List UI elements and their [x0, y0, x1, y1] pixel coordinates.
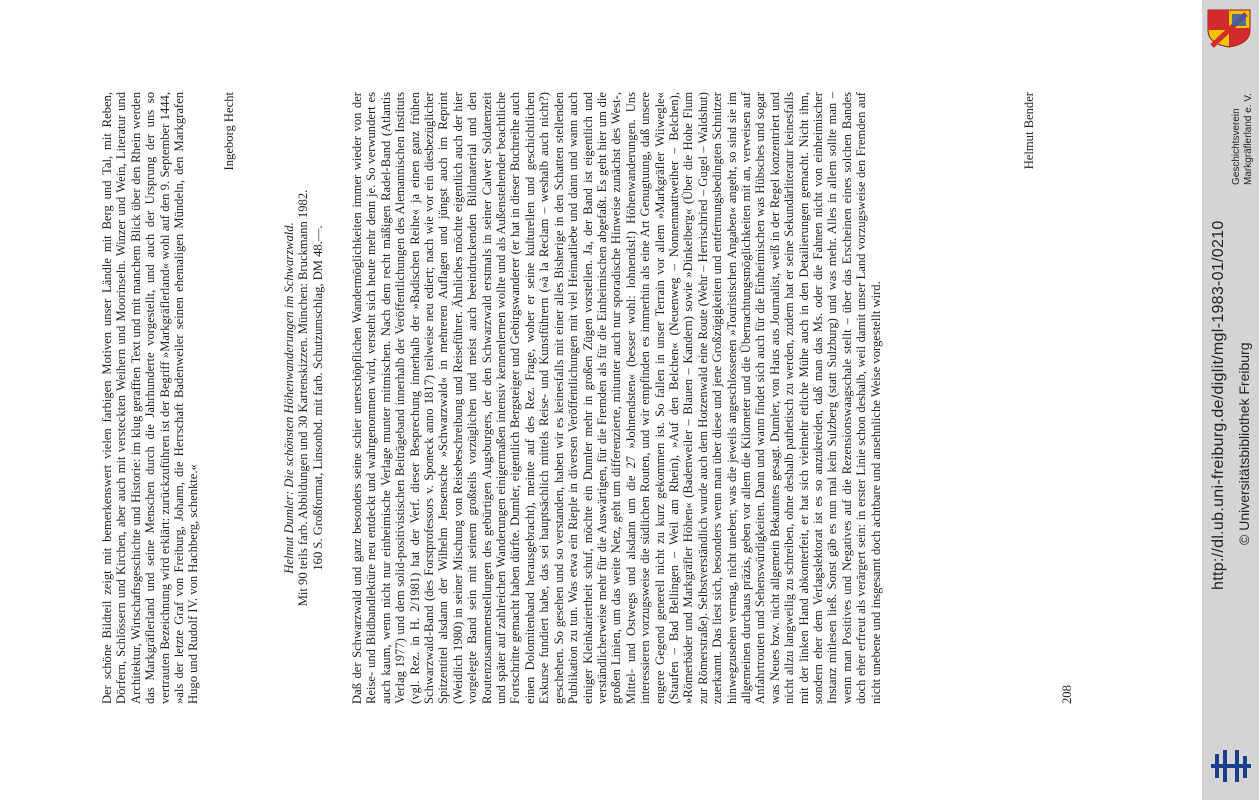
- ub-freiburg-logo-icon: [1209, 748, 1253, 784]
- org-name-line-1: Geschichtsverein: [1231, 108, 1242, 185]
- org-name-line-2: Markgräflerland e. V.: [1243, 93, 1254, 185]
- review-paragraph-2: Daß der Schwarzwald und ganz besonders seine schier unerschöpflichen Wandermöglichkeiten immer wieder von der Reise- und Bildbandlektüre neu entdeckt und wahrgenommen wird, versteht sich heute mehr denn je. So verwundert es auch kaum, wenn nicht nur einheimische Verlage munter mitmischen. Nach dem recht mäßigen Radel-Band (Atlantis Verlag 1977) und dem solid-positivistischen Beiträgeband innerhalb der Veröffentlichungen des Alemannischen Instituts (vgl. Rez. in H. 2/1981) hat der Verf. dieser Besprechung innerhalb der »Badischen Reihe« ja einen ganz frühen Schwarzwald-Band (des Forstprofessors v. Sponeck anno 1817) teilweise neu ediert; nach wie vor ein diesbezüglicher Spitzentitel alsdann der Wilhelm Jensensche »Schwarzwald« in mehreren Auflagen und jüngst auch im Reprint (Weidlich 1980) in seiner Mischung von Reisebeschreibung und Reiseführer. Ähnliches möchte eigentlich auch der hier vorgelegte Band sein mit seinem großteils vorzüglichen und meist auch beeindruckenden Bildmaterial und den Routenzusammenstellungen des gebürtigen Augsburgers, der den Schwarzwald erstmals in seiner Calwer Soldatenzeit und später auf zahlreichen Wanderungen einigermaßen intensiv kennenlernen wollte und als Außenstehender beachtliche Fortschritte gemacht haben dürfte. Dumler, eigentlich Bergsteiger und Gebirgswanderer (er hat in dieser Buchreihe auch einen Dolomitenband herausgebracht), meinte auf des Rez. Frage, woher er seine kulturellen und geschichtlichen Exkurse fundiert habe, das sei hauptsächlich mittels Reise- und Kunstführern (»à la Reclam – weshalb auch nicht?) geschehen. So gesehen und so verstanden, haben wir es keinesfalls mit einer alles Bisherige in den Schatten stellenden Publikation zu tun. Was etwa ein Rieple in diversen Veröffentlichungen mit viel Heimatliebe und dann und wann auch einiger Kleinkariertheit schuf, möchte ein Dumler mehr in großen Zügen vorstellen. Ja, der Band ist eigentlich und verständlicherweise mehr für die Auswärtigen, für die Fremden als für die Einheimischen abgefaßt. Es geht hier um die großen Linien, um das weite Netz, geht um differenzierte, mitunter auch nur sporadische Hinweise zunächst des West-, Mittel- und Ostwegs und alsdann um die 27 »Johnendsten« (besser wohl: lohnendst!) Höhenwanderungen. Uns interessieren vorzugsweise die südlichen Routen, und wir empfinden es immerhin als eine Art Genugtuung, daß unsere engere Gegend generell nicht zu kurz gekommen ist. So fallen in unser Terrain vor allem »Markgräfler Wiiwegle« (Staufen – Bad Bellingen – Weil am Rhein), »Auf den Belchen« (Neuenweg – Nonnenmattweiher – Belchen), »Römerbäder und Markgräfler Höhen« (Badenweiler – Blauen – Kandern) sowie »Dinkelberg« (Über die Hohe Flum zur Römerstraße). Selbstverständlich wurde auch dem Hotzenwald eine Route (Wehr – Herrischried – Gugel – Waldshut) zuerkannt. Das liest sich, besonders wenn man über diese und jene Großzügigkeiten und entfernungsbedingten Schnitzer hinwegzusehen vermag, nicht uneben; was die jeweils angeschlossenen »Touristischen Angaben« angeht, so sind sie im allgemeinen durchaus präzis, geben vor allem die Kilometer und die Übernachtungsmöglichkeiten mit an, verweisen auf Anfahrtrouten und Sehenswürdigkeiten. Dann und wann findet sich auch für die Einheimischen was Hübsches und sogar was Neues bzw. nicht allgemein Bekanntes gesagt. Dumler, von Haus aus Journalist, weiß in der Regel konzentriert und nicht allzu langweilig zu schreiben, ohne deshalb pathetisch zu werden, zudem hat er seine Sekundärliteratur keinesfalls mit der linken Hand abkonterfeit, er hat sich vielmehr etliche Mühe auch in den Detailierungen gemacht. Nicht ihm, sondern eher dem Verlagslektorat ist es so anzukreiden, daß man das Ms. oder die Fahnen nicht von einheimischer Instanz mitlesen ließ. Sonst gäb es nun mal kein Sulzberg (statt Sulzburg) und was mehr. Alles in allem sollte man – wenn man Positives und Negatives auf die Rezensionswaagschale stellt – über das Erscheinen eines solchen Bandes doch eher erfreut als verärgert sein: in erster Linie schon deshalb, weil damit unser Land vorzugsweise den Fremden auf nicht unebene und insgesamt doch achtbare und ansehnliche Weise vorgestellt wird.: [350, 92, 883, 704]
- markgraeflerland-crest-icon: [1206, 8, 1252, 48]
- reviewer-signature-1: Ingeborg Hecht: [222, 92, 236, 171]
- document-url-link[interactable]: http://dl.ub.uni-freiburg.de/diglit/mgl-1983-01/0210: [1210, 220, 1227, 590]
- review-paragraph-1: Der schöne Bildteil zeigt mit bemerkenswert vielen farbigen Motiven unser Ländle mit Berg und Tal, mit Reben, Dörfern, Schlössern und Kirchen, aber auch mit versteckten Weihern und Moorinseln. Winzer und Wein, Literatur und Architektur, Wirtschaftsgeschichte und Historie: im klug gerafften Text und mit manchem Blick über den Rhein werden das Markgräflerland und seine Menschen durch die Jahrhunderte vorgestellt, und auch der Ursprung der uns so vertrauten Bezeichnung wird erklärt: zurückzuführen ist der Begriff »Markgräflerland« wohl auf den 9. September 1444, »als der letzte Graf von Freiburg, Johann, die Herrschaft Badenweiler seinen ehemaligen Mündeln, den Markgrafen Hugo und Rudolf IV. von Hachberg, schenkte.«: [100, 92, 201, 704]
- book-title: Helmut Dumler: Die schönsten Höhenwanderungen im Schwarzwald.: [282, 222, 296, 574]
- copyright-notice: © Universitätsbibliothek Freiburg: [1236, 342, 1252, 545]
- book-citation: [282, 92, 325, 704]
- book-meta-line-2: 160 S. Großformat, Linsonbd. mit farb. Schutzumschlag, DM 48.—.: [310, 225, 325, 571]
- reviewer-signature-2: Helmut Bender: [1022, 92, 1036, 170]
- page-number: 208: [1060, 685, 1074, 704]
- book-meta-line-1: Mit 90 teils farb. Abbildungen und 30 Kartenskizzen. München: Bruckmann 1982.: [296, 189, 311, 607]
